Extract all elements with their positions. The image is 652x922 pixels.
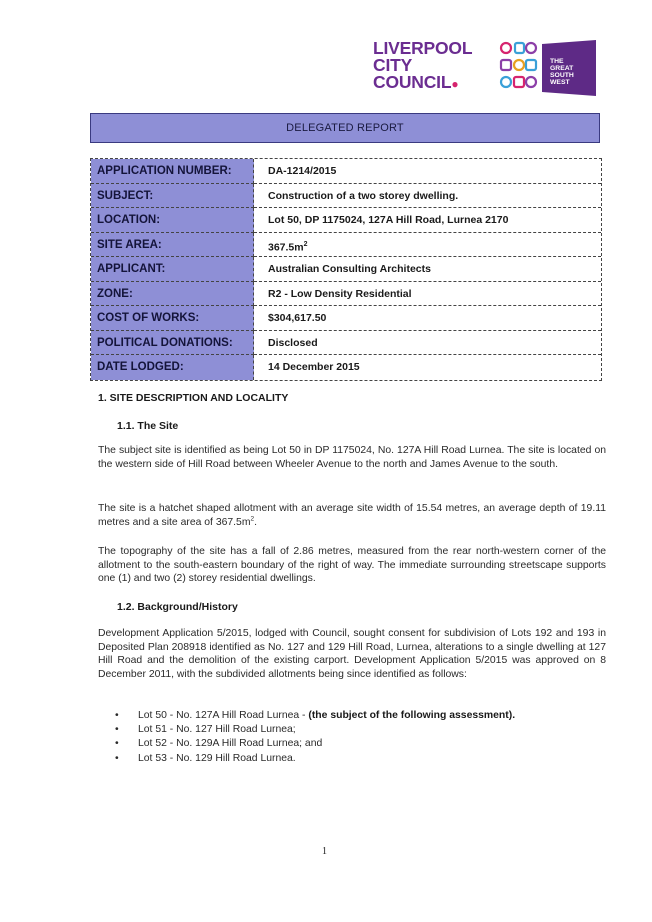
row-label: APPLICANT: — [91, 257, 254, 282]
row-value: Lot 50, DP 1175024, 127A Hill Road, Lurnea 2170 — [254, 208, 601, 233]
row-value: 14 December 2015 — [268, 361, 360, 373]
report-title-banner: DELEGATED REPORT — [90, 113, 600, 143]
row-label: POLITICAL DONATIONS: — [91, 331, 254, 356]
table-row — [91, 233, 601, 258]
list-item: • Lot 50 - No. 127A Hill Road Lurnea - (the subject of the following assessment). — [115, 710, 516, 721]
paragraph: The topography of the site has a fall of 2.86 metres, measured from the rear north-western corner of the allotment to the south-eastern boundary of the right of way. The immediate surrounding streetscape supports one (1) and two (2) storey residential dwellings. — [98, 546, 606, 584]
list-item: • Lot 51 - No. 127 Hill Road Lurnea; — [115, 724, 296, 736]
table-row — [91, 331, 601, 356]
paragraph: The subject site is identified as being Lot 50 in DP 1175024, No. 127A Hill Road Lurnea. The site is located on the western side of Hill Road between Wheeler Avenue to the north and James Avenue to the south. — [98, 445, 606, 470]
section-heading: 1. SITE DESCRIPTION AND LOCALITY — [98, 392, 289, 404]
row-value: Disclosed — [254, 331, 601, 356]
row-label: COST OF WORKS: — [91, 306, 254, 331]
table-row — [91, 184, 601, 209]
table-row — [91, 306, 601, 331]
page-number: 1 — [322, 846, 327, 857]
allotment-list — [110, 709, 515, 766]
council-logo-line: LIVERPOOL — [373, 38, 473, 58]
row-label: APPLICATION NUMBER: — [91, 159, 254, 184]
table-row — [91, 159, 601, 184]
row-value: DA-1214/2015 — [254, 159, 601, 184]
council-logo-line: CITY — [373, 55, 413, 75]
paragraph: The site is a hatchet shaped allotment with an average site width of 15.54 metres, an average depth of 19.11 metres and a site area of $367.5m^2$. — [98, 503, 606, 528]
council-logo-line: COUNCIL● — [373, 72, 459, 92]
row-value: Australian Consulting Architects — [254, 257, 601, 282]
great-south-west-logo — [498, 40, 598, 96]
row-label: SUBJECT: — [91, 184, 254, 209]
row-label: DATE LODGED: — [91, 355, 254, 380]
table-row — [91, 257, 601, 282]
table-row — [91, 208, 601, 233]
table-row — [91, 355, 601, 380]
list-item: • Lot 52 - No. 129A Hill Road Lurnea; and — [115, 738, 323, 750]
row-label: LOCATION: — [91, 208, 254, 233]
gsw-logo-text: THE GREAT SOUTH WEST — [550, 58, 574, 86]
row-value: R2 - Low Density Residential — [254, 282, 601, 307]
row-label: SITE AREA: — [91, 233, 254, 258]
paragraph: Development Application 5/2015, lodged with Council, sought consent for subdivision of Lots 192 and 193 in Deposited Plan 208918 identified as No. 127 and 129 Hill Road, Lurnea, alterations to a single dwelling at 127 Hill Road and the demolition of the existing carport. Development Application 5/2015 was approved on 8 December 2011, with the subdivided allotments being since identified as follows: — [98, 628, 606, 680]
row-label: ZONE: — [91, 282, 254, 307]
council-logo — [373, 40, 472, 93]
list-item: • Lot 53 - No. 129 Hill Road Lurnea. — [115, 752, 296, 764]
row-value: $304,617.50 — [254, 306, 601, 331]
subsection-heading: 1.2. Background/History — [117, 601, 238, 613]
table-row — [91, 282, 601, 307]
row-value: $367.5m^2$ — [254, 233, 601, 258]
row-value: Construction of a two storey dwelling. — [254, 184, 601, 209]
application-details-table — [90, 158, 602, 381]
subsection-heading: 1.1. The Site — [117, 420, 179, 432]
